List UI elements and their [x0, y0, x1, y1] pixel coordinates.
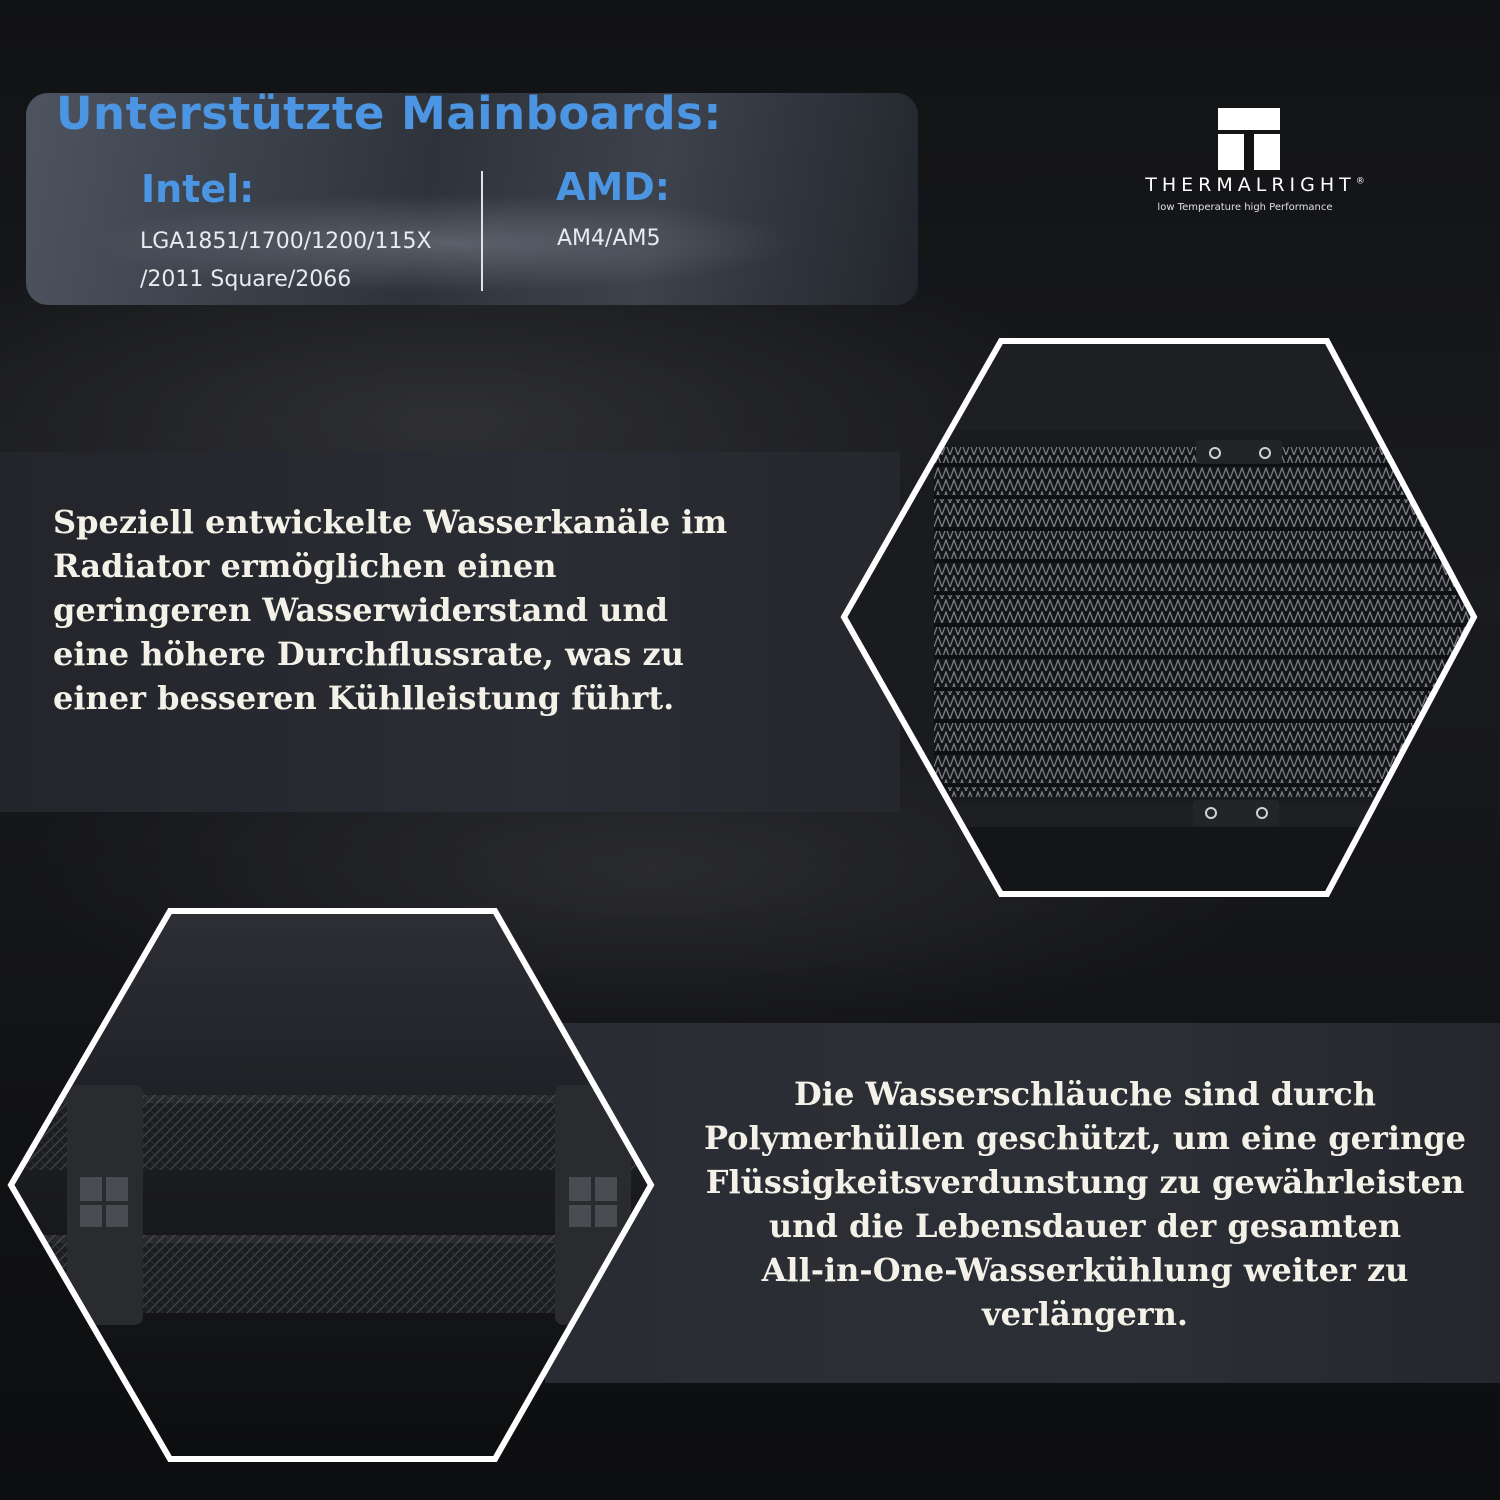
intel-sockets-line2: /2011 Square/2066 [140, 267, 352, 292]
amd-sockets: AM4/AM5 [557, 226, 661, 251]
radiator-text-line: eine höhere Durchflussrate, was zu [53, 635, 684, 673]
thermalright-logo-icon [1218, 108, 1280, 170]
registered-mark: ® [1355, 176, 1365, 187]
vendor-divider [481, 171, 483, 291]
tubes-text-line: Flüssigkeitsverdunstung zu gewährleisten [705, 1163, 1465, 1201]
tubes-hexagon-image [5, 905, 657, 1465]
thermalright-logo [1100, 108, 1410, 218]
intel-label: Intel: [141, 167, 255, 211]
radiator-text-line: einer besseren Kühlleistung führt. [53, 679, 675, 717]
tubes-text-line: Polymerhüllen geschützt, um eine geringe [703, 1119, 1467, 1157]
tubes-text-line: Die Wasserschläuche sind durch [794, 1075, 1376, 1113]
mainboard-support-panel [26, 87, 918, 305]
radiator-feature-text [53, 500, 853, 720]
amd-label: AMD: [556, 165, 670, 209]
radiator-text-line: Speziell entwickelte Wasserkanäle im [53, 503, 728, 541]
radiator-text-line: geringeren Wasserwiderstand und [53, 591, 669, 629]
intel-sockets-line1: LGA1851/1700/1200/115X [140, 229, 432, 254]
radiator-hexagon-image [838, 335, 1480, 900]
tubes-feature-text [670, 1072, 1500, 1336]
tubes-text-line: All-in-One-Wasserkühlung weiter zu [761, 1251, 1409, 1289]
mainboard-title: Unterstützte Mainboards: [56, 87, 722, 140]
tubes-text-line: verlängern. [982, 1295, 1188, 1333]
tubes-text-line: und die Lebensdauer der gesamten [768, 1207, 1402, 1245]
brand-tagline: low Temperature high Performance [1157, 202, 1333, 213]
radiator-text-line: Radiator ermöglichen einen [53, 547, 557, 585]
brand-wordmark: THERMALRIGHT® [1145, 174, 1365, 196]
